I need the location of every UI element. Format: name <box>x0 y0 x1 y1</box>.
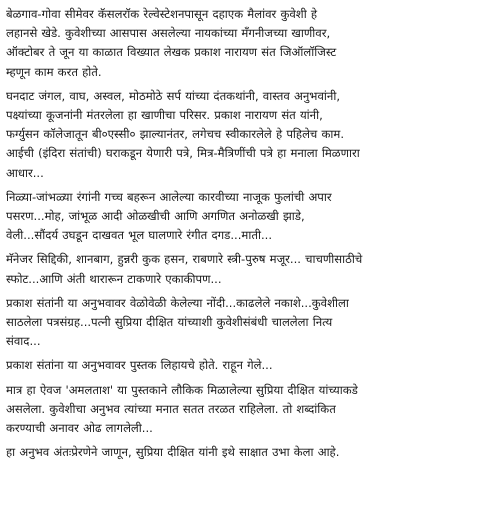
paragraph <box>6 250 472 288</box>
paragraph <box>6 381 472 439</box>
paragraph-line: मात्र हा ऐवज 'अमलताश' या पुस्तकाने लौकिक मिळालेल्या सुप्रिया दीक्षित यांच्याकडे <box>6 382 358 397</box>
document-body <box>6 5 472 462</box>
paragraph-line: घनदाट जंगल, वाघ, अस्वल, मोठमोठे सर्प यांच्या दंतकथांनी, वास्तव अनुभवांनी, <box>6 88 341 103</box>
paragraph <box>6 443 472 462</box>
paragraph-line: आईची (इंदिरा संतांची) घराकडून येणारी पत्रे, मित्र-मैत्रिणींची पत्रे हा मनाला मिळणारा <box>6 146 360 161</box>
paragraph-line: बेळगाव-गोवा सीमेवर कॅसलरॉक रेल्वेस्टेशनपासून दहाएक मैलांवर कुवेशी हे <box>6 7 318 21</box>
paragraph-line: फर्ग्युसन कॉलेजातून बी०एस्सी० झाल्यानंतर, लगेचच स्वीकारलेले हे पहिलेच काम. <box>6 127 345 142</box>
paragraph <box>6 356 472 375</box>
paragraph-line: मॅनेजर सिद्दिकी, शानबाग, हुन्नरी कुक हसन, राबणारे स्त्री-पुरुष मजूर... चाचणीसाठीचे <box>6 252 363 267</box>
paragraph-line: म्हणून काम करत होते. <box>6 64 102 79</box>
paragraph-line: प्रकाश संतांनी या अनुभवावर वेळोवेळी केलेल्या नोंदी...काढलेले नकाशे...कुवेशीला <box>6 295 349 310</box>
paragraph-line: वेली...सौंदर्य उघडून दाखवत भूल घालणारे रंगीत दगड...माती... <box>6 228 273 243</box>
paragraph-line: आधार... <box>6 165 44 180</box>
paragraph-line: करण्याची अनावर ओढ लागलेली... <box>6 421 153 436</box>
paragraph <box>6 87 472 183</box>
paragraph-line: साठलेला पत्रसंग्रह...पत्नी सुप्रिया दीक्षित यांच्याशी कुवेशीसंबंधी चाललेला नित्य <box>6 315 333 330</box>
paragraph-line: लहानसे खेडे. कुवेशीच्या आसपास असलेल्या नायकांच्या मॅंगनीजच्या खाणीवर, <box>6 26 331 41</box>
paragraph <box>6 294 472 352</box>
paragraph-line: ऑक्टोबर ते जून या काळात विख्यात लेखक प्रकाश नारायण संत जिऑलॉजिस्ट <box>6 45 337 60</box>
paragraph-line: निळ्या-जांभळ्या रंगांनी गच्च बहरून आलेल्या कारवीच्या नाजूक फुलांची अपार <box>6 189 332 204</box>
paragraph <box>6 5 472 82</box>
paragraph-line: पक्ष्यांच्या कूजनांनी मंतरलेला हा खाणीचा परिसर. प्रकाश नारायण संत यांनी, <box>6 108 323 123</box>
paragraph-line: हा अनुभव अंतःप्रेरणेने जाणून, सुप्रिया दीक्षित यांनी इथे साक्षात उभा केला आहे. <box>6 445 340 460</box>
paragraph-line: प्रकाश संतांना या अनुभवावर पुस्तक लिहायचे होते. राहून गेले... <box>6 358 273 373</box>
paragraph <box>6 188 472 246</box>
paragraph-line: स्फोट...आणि अंती थारारून टाकणारे एकाकीपण... <box>6 271 222 286</box>
paragraph-line: असलेला. कुवेशीचा अनुभव त्यांच्या मनात सतत तरळत राहिलेला. तो शब्दांकित <box>6 401 336 416</box>
paragraph-line: पसरण...मोह, जांभूळ आदी ओळखीची आणि अगणित अनोळखी झाडे, <box>6 209 305 224</box>
paragraph-line: संवाद... <box>6 334 41 349</box>
